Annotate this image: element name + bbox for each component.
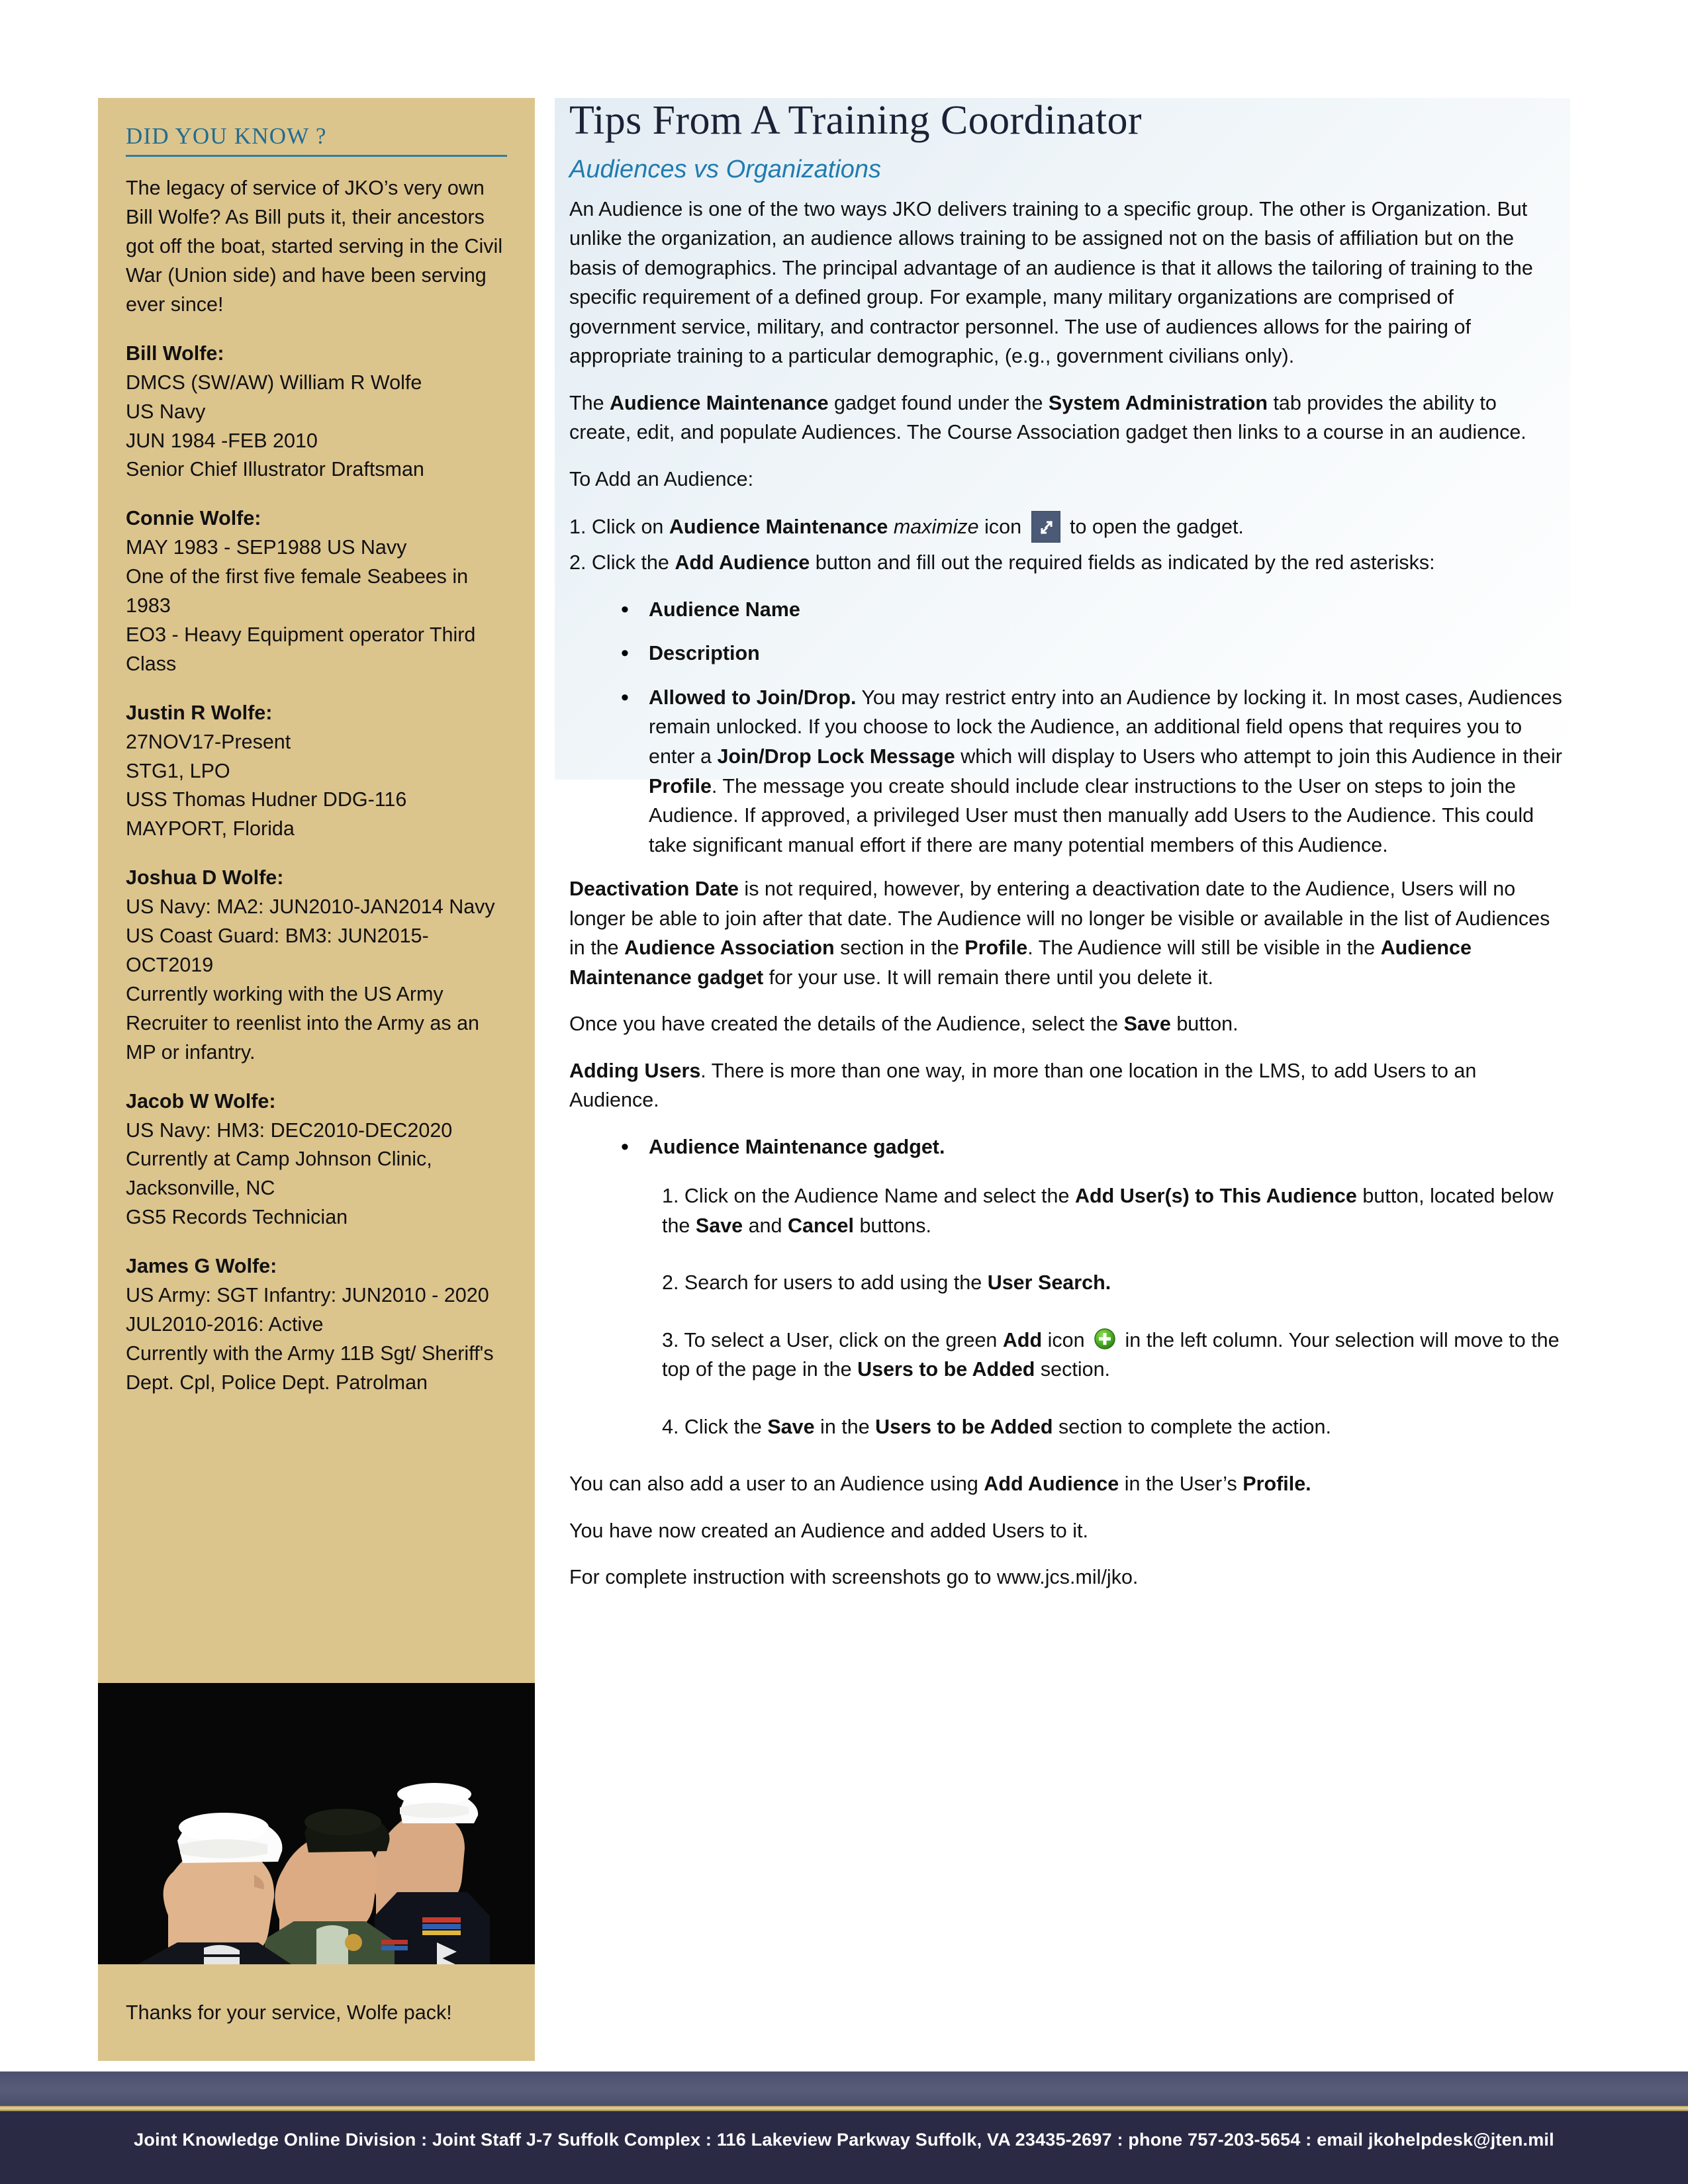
- person-name: Joshua D Wolfe:: [126, 866, 284, 889]
- step-2: [569, 548, 1562, 578]
- bold-cancel: Cancel: [787, 1214, 854, 1237]
- required-fields-list: [569, 595, 1562, 860]
- bold-user-search: User Search.: [987, 1271, 1111, 1295]
- person-line: 27NOV17-Present: [126, 730, 291, 753]
- bold-audience-association: Audience Association: [624, 936, 835, 960]
- person-line: MAY 1983 - SEP1988 US Navy: [126, 536, 407, 559]
- list-item: [621, 1132, 1562, 1162]
- person-line: Currently working with the US Army Recruiter to reenlist into the Army as an MP or infantry.: [126, 982, 479, 1064]
- bold-users-to-be-added: Users to be Added: [875, 1415, 1053, 1438]
- text-fragment: is not required, however, by entering a deactivation date to the Audience, Users will no longer be able to join after that date. The Audience will no longer be visible or available in the list of Audiences in the: [569, 878, 1550, 960]
- person-name: James G Wolfe:: [126, 1255, 277, 1278]
- spacer: [126, 484, 507, 504]
- person-line: EO3 - Heavy Equipment operator Third Class: [126, 623, 476, 675]
- person-name: Bill Wolfe:: [126, 341, 224, 365]
- text-fragment: tab provides the ability to create, edit, and populate Audiences. The Course Association gadget then links to a course in an audience.: [569, 391, 1526, 444]
- bold-system-administration: System Administration: [1048, 391, 1268, 414]
- person-line: Currently with the Army 11B Sgt/ Sheriff's Dept. Cpl, Police Dept. Patrolman: [126, 1342, 494, 1394]
- bold-profile: Profile.: [1243, 1473, 1311, 1496]
- spacer: [126, 679, 507, 699]
- person-entry: [126, 1252, 507, 1398]
- person-line: GS5 Records Technician: [126, 1206, 348, 1229]
- bold-deactivation-date: Deactivation Date: [569, 878, 739, 901]
- person-line: US Navy: [126, 400, 206, 423]
- text-fragment: 2. Search for users to add using the: [662, 1271, 988, 1295]
- person-line: Senior Chief Illustrator Draftsman: [126, 458, 424, 481]
- text-fragment: section.: [1035, 1358, 1111, 1381]
- bold-save: Save: [1123, 1013, 1171, 1036]
- text-fragment: to open the gadget.: [1064, 516, 1244, 539]
- servicemen-photo: [98, 1683, 535, 1964]
- add-icon[interactable]: [1094, 1328, 1116, 1350]
- person-line: JUL2010-2016: Active: [126, 1312, 324, 1336]
- person-line: Currently at Camp Johnson Clinic, Jacksonville, NC: [126, 1148, 432, 1200]
- person-line: US Navy: HM3: DEC2010-DEC2020: [126, 1118, 453, 1142]
- complete-instruction-paragraph: For complete instruction with screenshots go to www.jcs.mil/jko.: [569, 1566, 1139, 1589]
- text-fragment: 2. Click the: [569, 551, 675, 574]
- gadget-paragraph: [569, 388, 1562, 447]
- text-fragment: 3. To select a User, click on the green: [662, 1328, 1003, 1351]
- bold-audience-maintenance-gadget: Audience Maintenance gadget.: [649, 1135, 945, 1158]
- substep-1: [662, 1181, 1562, 1240]
- sidebar-intro-paragraph: The legacy of service of JKO’s very own Bill Wolfe? As Bill puts it, their ancestors got off the boat, started serving in the Civil War (Union side) and have been serving ever since!: [126, 177, 503, 316]
- text-fragment: in the User’s: [1119, 1473, 1243, 1496]
- page-title: Tips From A Training Coordinator: [569, 98, 1142, 143]
- main-content: [569, 98, 1562, 1610]
- text-fragment: buttons.: [853, 1214, 931, 1237]
- text-fragment: button.: [1170, 1013, 1239, 1036]
- field-name-allowed-to-join-drop: Allowed to Join/Drop.: [649, 686, 857, 709]
- audience-maintenance-substeps: [569, 1181, 1562, 1441]
- step-1: [569, 511, 1562, 543]
- bold-add-audience: Add Audience: [984, 1473, 1119, 1496]
- text-fragment: 4. Click the: [662, 1415, 768, 1438]
- bold-save: Save: [695, 1214, 743, 1237]
- spacer: [126, 1068, 507, 1087]
- heading-divider: [126, 155, 507, 157]
- text-fragment: section to complete the action.: [1053, 1415, 1331, 1438]
- list-item: [621, 683, 1562, 860]
- done-paragraph: You have now created an Audience and added Users to it.: [569, 1519, 1088, 1542]
- italic-maximize: maximize: [888, 516, 979, 539]
- text-fragment: button and fill out the required fields as indicated by the red asterisks:: [810, 551, 1435, 574]
- person-name: Justin R Wolfe:: [126, 701, 273, 724]
- bold-profile: Profile: [649, 774, 712, 797]
- substep-3: [662, 1326, 1562, 1385]
- bold-users-to-be-added: Users to be Added: [857, 1358, 1035, 1381]
- maximize-icon[interactable]: [1031, 511, 1060, 543]
- text-fragment: . There is more than one way, in more than one location in the LMS, to add Users to an Audience.: [569, 1059, 1477, 1112]
- text-fragment: You can also add a user to an Audience using: [569, 1473, 984, 1496]
- bold-audience-maintenance-gadget: Audience Maintenance gadget: [569, 936, 1472, 989]
- person-entry: [126, 864, 507, 1067]
- footer-gold-divider: [0, 2106, 1688, 2111]
- person-entry: [126, 340, 507, 485]
- person-name: Connie Wolfe:: [126, 507, 261, 530]
- section-subtitle: Audiences vs Organizations: [569, 156, 882, 184]
- substep-2: [662, 1268, 1562, 1298]
- deactivation-date-paragraph: [569, 874, 1562, 992]
- list-item: [621, 639, 1562, 668]
- spacer: [126, 1232, 507, 1252]
- adding-users-paragraph: [569, 1056, 1562, 1115]
- bold-add-users-to-this-audience: Add User(s) to This Audience: [1074, 1185, 1357, 1208]
- text-fragment: The: [569, 391, 610, 414]
- text-fragment: icon: [1042, 1328, 1091, 1351]
- text-fragment: . The message you create should include clear instructions to the User on steps to join the Audience. If approved, a privileged User must then manually add Users to the Audience. This could take significant manual effort if there are many potential members of this Audience.: [649, 774, 1534, 856]
- person-entry: [126, 504, 507, 678]
- list-item: [621, 595, 1562, 625]
- person-line: DMCS (SW/AW) William R Wolfe: [126, 371, 422, 394]
- spacer: [126, 320, 507, 340]
- text-fragment: button, located below the: [662, 1185, 1554, 1237]
- text-fragment: gadget found under the: [828, 391, 1049, 414]
- field-name-audience-name: Audience Name: [649, 598, 800, 621]
- text-fragment: . The Audience will still be visible in the: [1027, 936, 1381, 960]
- adding-users-methods-list: [569, 1132, 1562, 1162]
- spacer: [126, 844, 507, 864]
- bold-profile: Profile: [964, 936, 1028, 960]
- text-fragment: in the: [814, 1415, 876, 1438]
- text-fragment: in the left column. Your selection will move to the top of the page in the: [662, 1328, 1560, 1381]
- text-fragment: You may restrict entry into an Audience by locking it. In most cases, Audiences remain unlocked. If you choose to lock the Audience, an additional field opens that requires you to enter a: [649, 686, 1562, 768]
- substep-4: [662, 1412, 1562, 1442]
- text-fragment: Once you have created the details of the Audience, select the: [569, 1013, 1124, 1036]
- bold-join-drop-lock-message: Join/Drop Lock Message: [717, 745, 955, 768]
- bold-add-audience: Add Audience: [675, 551, 810, 574]
- person-line: US Navy: MA2: JUN2010-JAN2014 Navy: [126, 895, 495, 919]
- bold-adding-users: Adding Users: [569, 1059, 701, 1082]
- footer-upper-band: [0, 2071, 1688, 2106]
- footer-contact-text: Joint Knowledge Online Division : Joint Staff J-7 Suffolk Complex : 116 Lakeview Parkway Suffolk, VA 23435-2697 : phone 757-203-5654 : email jkohelpdesk@jten.mil: [134, 2130, 1554, 2150]
- text-fragment: icon: [978, 516, 1027, 539]
- person-line: STG1, LPO: [126, 759, 230, 782]
- text-fragment: 1. Click on: [569, 516, 669, 539]
- person-line: One of the first five female Seabees in 1983: [126, 565, 469, 617]
- bold-audience-maintenance: Audience Maintenance: [610, 391, 829, 414]
- person-line: US Army: SGT Infantry: JUN2010 - 2020: [126, 1284, 489, 1307]
- bold-save: Save: [767, 1415, 815, 1438]
- did-you-know-heading: DID YOU KNOW ?: [126, 123, 327, 149]
- field-name-description: Description: [649, 642, 760, 665]
- save-paragraph: [569, 1009, 1562, 1039]
- also-add-paragraph: [569, 1469, 1562, 1499]
- person-line: JUN 1984 -FEB 2010: [126, 429, 318, 452]
- text-fragment: 1. Click on the Audience Name and select the: [662, 1185, 1075, 1208]
- intro-paragraph: An Audience is one of the two ways JKO delivers training to a specific group. The other is Organization. But unlike the organization, an audience allows training to be assigned not on the basis of affiliation but on the basis of demographics. The principal advantage of an audience is that it allows the tailoring of training to the specific requirement of a defined group. For example, many military organizations are comprised of government service, military, and contractor personnel. The use of audiences allows for the pairing of appropriate training to a particular demographic, (e.g., government civilians only).: [569, 197, 1533, 368]
- text-fragment: and: [743, 1214, 788, 1237]
- text-fragment: section in the: [834, 936, 965, 960]
- to-add-audience-heading: To Add an Audience:: [569, 467, 754, 490]
- person-entry: [126, 1087, 507, 1233]
- person-line: US Coast Guard: BM3: JUN2015-OCT2019: [126, 925, 429, 976]
- person-entry: [126, 699, 507, 844]
- bold-add: Add: [1002, 1328, 1043, 1351]
- person-name: Jacob W Wolfe:: [126, 1089, 276, 1113]
- text-fragment: for your use. It will remain there until you delete it.: [763, 966, 1213, 989]
- person-line: USS Thomas Hudner DDG-116 MAYPORT, Florida: [126, 788, 407, 841]
- text-fragment: which will display to Users who attempt to join this Audience in their: [955, 745, 1562, 768]
- sidebar-thanks-note: Thanks for your service, Wolfe pack!: [126, 2001, 452, 2024]
- bold-audience-maintenance: Audience Maintenance: [669, 516, 888, 539]
